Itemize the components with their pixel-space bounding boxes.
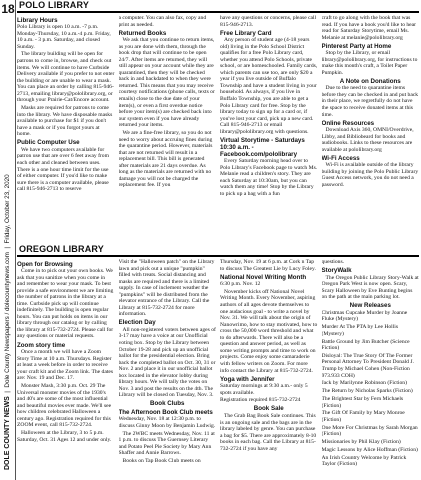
- polo-column-2: [119, 15, 217, 199]
- new-release-item: Magic Lessons by Alice Hoffman (Fiction): [321, 447, 418, 454]
- new-release-item: An Irish Country Welcome by Patrick Taylor (Fiction): [321, 454, 407, 468]
- polo-column-4: [322, 15, 420, 199]
- article-paragraph: questions.: [321, 259, 345, 265]
- oregon-library-section: [17, 244, 419, 480]
- article-heading: National Novel Writing Month: [220, 273, 307, 281]
- article-heading: Library Hours: [17, 16, 58, 24]
- page-margin-strip: [0, 0, 16, 480]
- article-heading: Free Library Card: [220, 29, 272, 37]
- article-paragraph: Halloween at the Library, 3 to 5 p.m. Saturday, Oct. 31 Ages 12 and under only.: [17, 430, 112, 443]
- article-paragraph: Wednesday, Nov. 18 at 12:30 p.m. to discuss Ginny Moon by Benjamin Ludwig.: [118, 416, 216, 429]
- side-banner-date: Friday, October 23, 2020: [4, 174, 11, 244]
- article-paragraph: 6:30 p.m. Nov. 12: [220, 281, 261, 288]
- article-paragraph: Books on Tap Book Club meets on: [122, 458, 201, 465]
- article-heading: Book Clubs: [150, 400, 185, 408]
- article-paragraph: Masks are required for patrons to come into the library. We have disposable masks available to purchase for $1 if you don't have a mask or if you forgot yours at home.: [17, 105, 113, 138]
- oregon-columns: [17, 257, 419, 469]
- article-paragraph: have any questions or concerns, please call 815-946-2713.: [220, 15, 317, 28]
- article-paragraph: Saturday mornings at 9:30 a.m.- only 5 spots available.: [220, 383, 308, 396]
- section-header-oregon: OREGON LIBRARY: [17, 244, 419, 257]
- article-heading: Election Day: [118, 319, 156, 327]
- side-banner: DOLE COUNTY NEWS | Dole County Newspapers / dolecountynews.com | Friday, October 23, 2020: [4, 174, 11, 470]
- article-paragraph: We have two computers available for patron use that are over 6 feet away from each other and cleaned between uses. There is a one hour time limit for the use of either computer. If you'd like to make sure there is a computer available, please call 815-946-2713 to reserve: [17, 146, 109, 193]
- article-heading: Zoom story time: [17, 341, 66, 349]
- article-paragraph: Monster Mash, 3:30 p.m. Oct. 29 The Universal monster movies of the 1930's and 40's are some of the most influential and beautiful movies ever made. We'll see how children celebrated Halloween a century ago. Registration required for this ZOOM event, call 815-732-2724.: [17, 383, 112, 429]
- article-heading: Wi-Fi Access: [321, 154, 360, 162]
- article-paragraph: Wi-Fi is available outside of the library building by joining the Polo Public Library Guest Access network, you do not need a password.: [321, 162, 419, 188]
- polo-column-3: [220, 15, 318, 199]
- article-paragraph: All non-registered voters between ages of 3-17 may have a voice at our Unofficial voting box. Stop by the Library between October 19-28 and pick up an unofficial ballot for the presidential election. Bring back the completed ballot on Oct. 30, 31 or Nov. 2 and place it in our unofficial ballot box located in the elevator lobby during library hours. We will tally the votes on Nov. 3 and post the results on the 4th. The Library will be closed on Tuesday, Nov. 3.: [118, 326, 216, 399]
- article-paragraph: a computer. You can also fax, copy and print as needed.: [118, 15, 207, 28]
- article-paragraph: The 2WBC meets Wednesday, Nov. 11 at 1 p.m. to discuss The Guernsey Literary and Potato Peel Pie Society by Mary Ann Shaffer and Annie Barrows.: [118, 430, 215, 457]
- article-heading: Pinterest Party at Home: [321, 42, 392, 50]
- new-release-item: Jack by Marilynne Robinson (Fiction): [321, 380, 407, 387]
- polo-column-1: [17, 15, 115, 199]
- article-paragraph: Polo Library is open 10 a.m. -7 p.m. Monday-Thursday, 10 a.m.-4 p.m. Friday, 10 a.m. - 3 p.m. Saturday, and closed Sunday.: [17, 24, 111, 50]
- article-paragraph: November kicks off National Novel Writing Month. Every November, aspiring authors of all ages devote themselves to one audacious goal - to write a novel by Nov. 31. We will talk about the origin of Nanowrimo, how to stay motivated, how to cross the 50,000 word threshold and what to do afterwards. There will also be a question and answer period, as well as some writing prompts and time to work on projects. Come enjoy some camaraderie with fellow writers on Zoom. For more info contact the Library at 815-732-2724.: [220, 288, 318, 374]
- article-paragraph: Visit the "Halloween patch" on the Library lawn and pick out a unique "pumpkin" filled with treats. Social distancing and masks are required and there is a limited supply. In case of inclement weather the "pumpkins" will be distributed from the elevator entrance of the Library. Call the Library at 815-732-2724 for more information.: [118, 259, 215, 318]
- article-paragraph: Once a month we will have a Zoom Story Time at 10 a.m. Thursdays. Register at least a week before in order to receive your craft kit and the Zoom link. The dates are: Nov. 19 and Dec. 17.: [17, 349, 114, 382]
- article-heading: StoryWalk: [321, 267, 352, 275]
- article-heading: The Afternoon Book Club meets: [118, 408, 213, 416]
- article-paragraph: The Oregon Public Library Story-Walk at Oregon Park West is now open. Scary, Scary Halloween by Eve Bunting begins on the path at the main parking lot.: [321, 274, 419, 301]
- article-paragraph: Come in to pick out your own books. We ask that you sanitize when you come in and remember to wear your mask. To best provide a safe environment we are limiting the number of patrons in the library at a time. Curbside pick up will continue indefinitely. The building is open regular hours. You can put holds on items in our library through our catalog or by calling the library at 815-732-2724. Please call for any questions or material requests.: [17, 268, 114, 340]
- new-release-item: Murder At The PTA by Lee Hollis (Mystery): [321, 324, 399, 337]
- article-heading: Online Resources: [321, 119, 375, 127]
- article-paragraph: We are a fine-free library, so you do not need to worry about accruing fines during the quarantine period. However, materials that are not returned will result in a replacement bill. This bill is generated after materials are 21 days overdue. As long as the materials are returned with no damage you will not be charged the replacement fee. If you: [118, 130, 213, 189]
- article-heading: A Note on Donations: [339, 77, 401, 85]
- side-banner-tagline: Dole County Newspapers / dolecountynews.com: [4, 252, 11, 388]
- page-number: 18: [1, 2, 15, 16]
- new-release-item: Christmas Cupcake Murder by Joanne Fluke (Mystery): [321, 309, 408, 323]
- article-paragraph: Due to the need to quarantine items before they can be checked in and put back in their place, we regretfully do not have the space to receive donated items at this time.: [321, 85, 419, 118]
- new-release-item: The Brightest Star by Fern Michaels (Fiction): [321, 396, 404, 409]
- article-heading: New Releases: [349, 302, 391, 310]
- new-release-item: The Gift Of Family by Mary Monroe (Fiction): [321, 410, 405, 424]
- new-release-item: Battle Ground by Jim Butcher (Science Fiction): [321, 338, 410, 352]
- oregon-column-1: [17, 259, 115, 469]
- article-paragraph: Registration required 815-732-2724: [220, 397, 301, 404]
- article-heading: Yoga with Jennifer: [220, 375, 275, 383]
- article-heading: Virtual Storytime - Saturdays 10:30 a.m. - Facebook.com/pololibrary: [220, 136, 305, 158]
- article-paragraph: We ask that you continue to return items, as you are done with them, through the book drop that will continue to be open 24/7. After items are returned, they will still appear on your account while they are quarantined, then they will be checked back in and backdated to when they were returned. This means that you may receive courtesy notifications (phone calls, texts or emails) close to the due date of your item(s), or even a first overdue notice before your item(s) are checked back into our system even if you have already returned your items.: [118, 37, 215, 129]
- polo-columns: [17, 13, 419, 199]
- article-heading: Public Computer Use: [17, 139, 80, 147]
- article-heading: Open for Browsing: [17, 260, 73, 268]
- new-release-item: The Return by Nicholas Sparks (Fiction): [321, 388, 413, 395]
- oregon-column-4: [322, 259, 420, 469]
- article-heading: Returned Books: [118, 29, 167, 37]
- new-release-item: Disloyal: The True Story Of The Former Personal Attorney To President Donald J. Trump by Michael Cohen (Non-Fiction 973.933 COH): [321, 352, 414, 379]
- article-paragraph: Stop by the Library, or email library@pololibrary.org, for instructions to make this month's craft, a Toilet Paper Pumpkin.: [321, 50, 418, 76]
- article-paragraph: The library building will be open for patrons to come in, browse, and check out items. We will continue to have Curbside Delivery available if you prefer to not enter the building or are unable to wear a mask. You can place an order by calling 815-946-2713, emailing library@pololibrary.org, or through your Prairie-Cat/Encore account.: [17, 51, 115, 104]
- article-paragraph: craft to go along with the book that was read. If you have a book you'd like to hear read for Saturday Storytime, email Ms. Melanie at melanie@pololibrary.org: [321, 15, 417, 41]
- new-release-item: One More For Christmas by Sarah Morgan (Fiction): [321, 424, 418, 438]
- new-release-item: Missionaries by Phil Klay (Fiction): [321, 439, 401, 446]
- polo-library-section: [17, 0, 419, 244]
- section-header-polo: POLO LIBRARY: [17, 0, 419, 13]
- article-paragraph: Thursday, Nov. 19 at 6 p.m. at Cork n Tap to discuss The Greatest Lie by Lucy Foley.: [220, 259, 316, 272]
- oregon-column-2: [119, 259, 217, 469]
- article-paragraph: Download Axis 360, OMNI/Overdrive, Libby, and Bibliobeard for books and audiobooks. Links to these resources are available at pololibrary.org: [321, 127, 414, 153]
- oregon-column-3: [220, 259, 318, 469]
- article-paragraph: Any person of student age (4-18 years old) living in the Polo School District qualifies for a free Polo Library card, whether you attend Polo Schools, private school, or are homeschooled. Family cards, which parents can use too, are only $20 a year if you live outside of Buffalo Township and have a student living in your household. As always, if you live in Buffalo Township, you are able to get a Polo Library card for free. Stop by the library today to sign up for a card or, if you've lost your card, pick up a new card. Call 815-946-2713 or email library@pololibrary.org with questions.: [220, 37, 318, 135]
- article-heading: Book Sale: [253, 405, 284, 413]
- article-paragraph: The Grab Bag Book Sale continues. This is an ongoing sale and the bags are in the library labeled by genre. You can purchase a bag for $5. There are approximately 8-10 books in each bag. Call the Library at 815-732-2724 if you have any: [220, 412, 317, 452]
- article-paragraph: Every Saturday morning head over to Polo Library's Facebook page to watch Ms. Melanie read a children's story. They are each Saturday at 10:30am, but you can watch them any time! Stop by the Library to pick up a bag with a fun: [220, 158, 318, 198]
- side-banner-site: DOLE COUNTY NEWS: [4, 396, 11, 470]
